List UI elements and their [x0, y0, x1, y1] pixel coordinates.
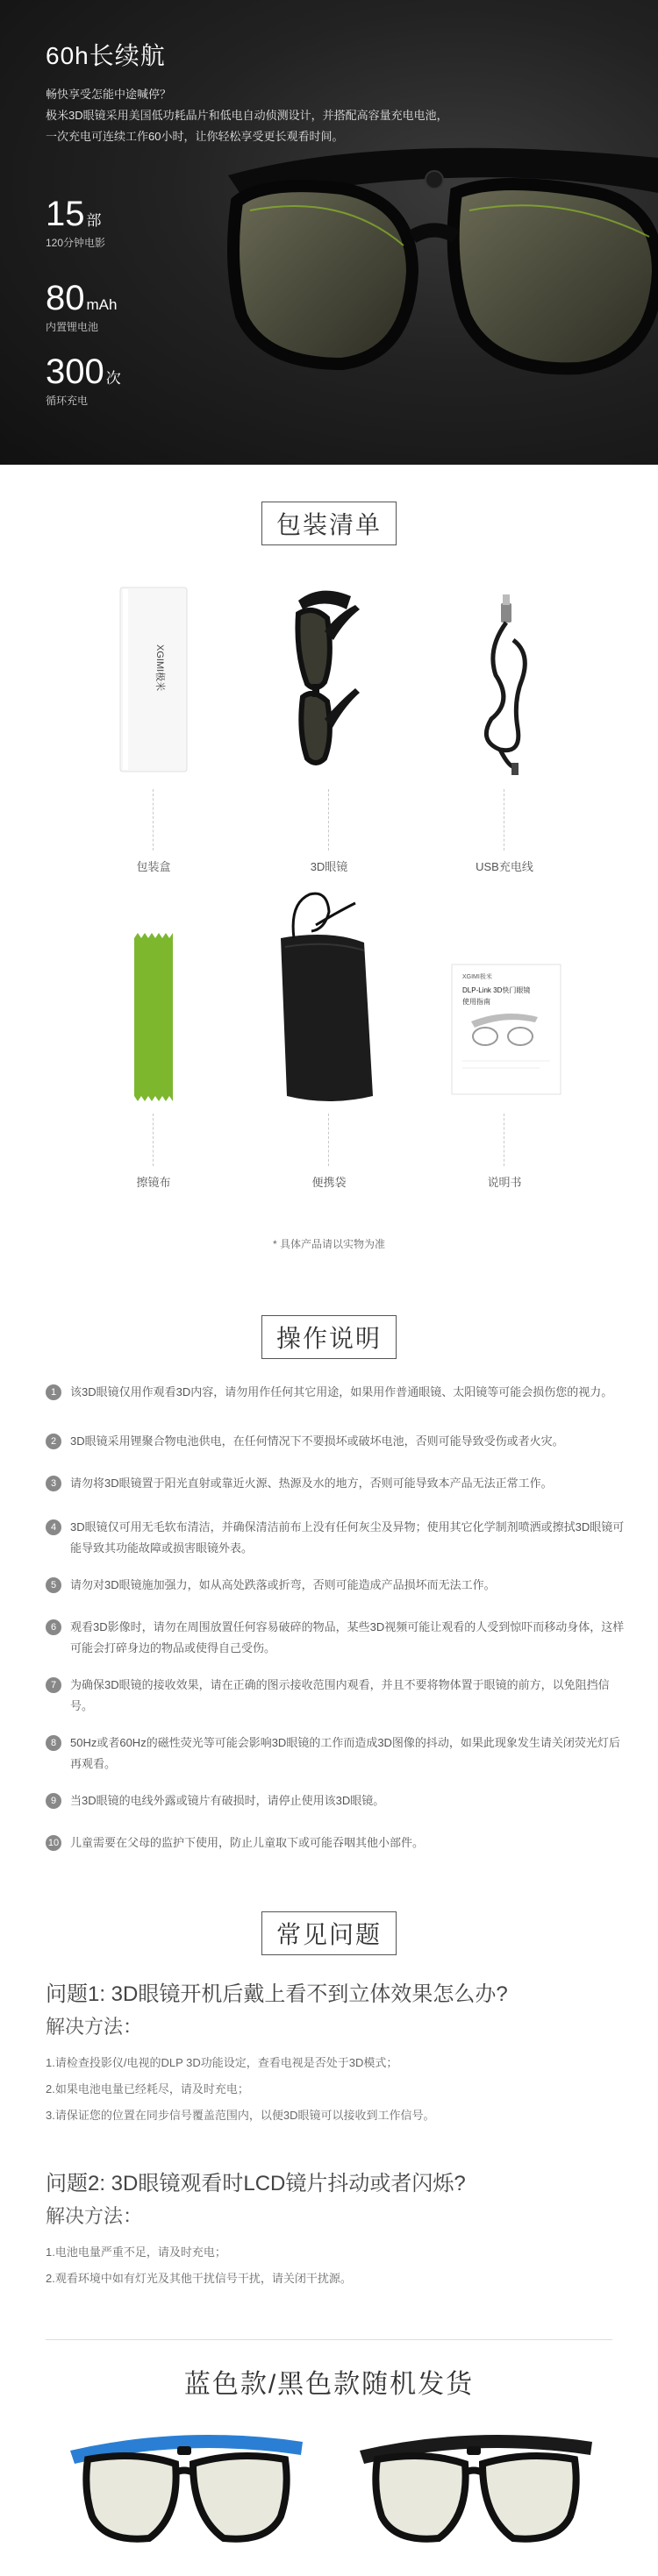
operation-text: 请勿对3D眼镜施加强力，如从高处跌落或折弯，否则可能造成产品损坏而无法工作。	[70, 1578, 496, 1591]
hero-banner	[0, 0, 658, 465]
hero-desc-line: 一次充电可连续工作60小时，让你轻松享受更长观看时间。	[46, 130, 344, 143]
package-section-title	[0, 502, 658, 545]
product-item-manual	[417, 877, 592, 1201]
stat-number: 80	[46, 279, 85, 317]
product-label: 包装盒	[136, 860, 171, 873]
manual-title-line-2: 使用指南	[462, 998, 490, 1006]
product-item-cloth	[66, 877, 241, 1201]
stat-unit: mAh	[86, 296, 118, 313]
faq-solution-heading: 解决方法：	[46, 2016, 143, 2038]
stat-unit: 部	[86, 212, 102, 229]
product-label: 3D眼镜	[310, 860, 348, 873]
faq-answer: 2.如果电池电量已经耗尽，请及时充电；	[46, 2082, 249, 2096]
dashed-divider	[153, 789, 154, 850]
product-label: 说明书	[487, 1176, 522, 1189]
hero-glasses-image	[211, 140, 658, 465]
faq-answer: 1.请检查投影仪/电视的DLP 3D功能设定，查看电视是否处于3D模式；	[46, 2056, 398, 2069]
operation-number: 6	[46, 1619, 61, 1635]
stat-movies	[46, 195, 105, 250]
stat-battery	[46, 279, 117, 334]
faq-item-1	[46, 1980, 625, 2129]
3d-glasses-icon	[241, 579, 417, 780]
operation-number: 7	[46, 1677, 61, 1693]
product-item-box	[66, 579, 241, 877]
hero-desc-line: 畅快享受怎能中途喊停？	[46, 88, 172, 101]
usb-cable-icon	[417, 579, 592, 780]
black-glasses-image	[342, 2420, 605, 2560]
operation-text: 观看3D影像时，请勿在周围放置任何容易破碎的物品，某些3D视频可能让观看的人受到惊吓而移动身体，这样可能会打碎身边的物品或使得自己受伤。	[70, 1620, 625, 1654]
box-brand-text: XGIMI极米	[154, 644, 165, 692]
operation-number: 2	[46, 1434, 61, 1449]
manual-title-line-1: DLP-Link 3D快门眼镜	[462, 986, 531, 994]
stat-caption: 内置锂电池	[46, 321, 99, 333]
operation-number: 1	[46, 1384, 61, 1400]
operation-number: 3	[46, 1476, 61, 1491]
faq-question: 问题2: 3D眼镜观看时LCD镜片抖动或者闪烁?	[46, 2172, 466, 2195]
operation-number: 4	[46, 1519, 61, 1535]
operation-text: 当3D眼镜的电线外露或镜片有破损时，请停止使用该3D眼镜。	[70, 1794, 385, 1807]
operation-item	[46, 1675, 625, 1733]
faq-title: 常见问题	[261, 1911, 397, 1955]
box-icon	[66, 579, 241, 780]
stat-caption: 120分钟电影	[46, 237, 106, 249]
manual-icon	[417, 877, 592, 1105]
stat-number: 15	[46, 195, 85, 233]
operation-item	[46, 1790, 625, 1832]
stat-cycles	[46, 352, 121, 408]
hero-title: 60h长续航	[46, 42, 166, 69]
operation-number: 8	[46, 1735, 61, 1751]
package-title: 包装清单	[261, 502, 397, 545]
stat-caption: 循环充电	[46, 395, 89, 407]
operation-text: 请勿将3D眼镜置于阳光直射或靠近火源、热源及水的地方，否则可能导致本产品无法正常工作。	[70, 1477, 553, 1490]
color-variant-title: 蓝色款/黑色款随机发货	[183, 2370, 475, 2399]
pouch-icon	[241, 877, 417, 1105]
operation-number: 10	[46, 1835, 61, 1851]
operation-item	[46, 1382, 625, 1431]
stat-unit: 次	[105, 370, 121, 387]
hero-description	[46, 84, 607, 147]
faq-solution-heading: 解决方法：	[46, 2205, 143, 2227]
operation-number: 9	[46, 1793, 61, 1809]
operation-text: 3D眼镜仅可用无毛软布清洁，并确保清洁前布上没有任何灰尘及异物；使用其它化学制剂喷洒或擦拭3D眼镜可能导致其功能故障或损害眼镜外表。	[70, 1520, 625, 1555]
operations-list	[46, 1382, 625, 1868]
product-item-usb-cable	[417, 579, 592, 877]
dashed-divider	[328, 1114, 329, 1166]
product-label: 便携袋	[311, 1176, 347, 1189]
operation-text: 为确保3D眼镜的接收效果，请在正确的图示接收范围内观看，并且不要将物体置于眼镜的前方，以免阻挡信号。	[70, 1678, 610, 1712]
faq-answer: 2.观看环境中如有灯光及其他干扰信号干扰，请关闭干扰源。	[46, 2272, 352, 2285]
product-label: USB充电线	[476, 860, 533, 873]
operations-title: 操作说明	[261, 1315, 397, 1359]
operations-section-title	[0, 1315, 658, 1359]
operation-item	[46, 1575, 625, 1617]
operation-text: 3D眼镜采用锂聚合物电池供电，在任何情况下不要损坏或破坏电池，否则可能导致受伤或者火灾。	[70, 1434, 564, 1448]
faq-item-2	[46, 2169, 625, 2292]
section-divider	[46, 2339, 612, 2340]
faq-answer: 3.请保证您的位置在同步信号覆盖范围内，以便3D眼镜可以接收到工作信号。	[46, 2109, 435, 2122]
faq-answer: 1.电池电量严重不足，请及时充电；	[46, 2245, 226, 2259]
manual-brand: XGIMI极米	[462, 974, 492, 980]
operation-text: 该3D眼镜仅用作观看3D内容，请勿用作任何其它用途，如果用作普通眼镜、太阳镜等可能会损伤您的视力。	[70, 1385, 613, 1398]
operation-number: 5	[46, 1577, 61, 1593]
hero-desc-line: 极米3D眼镜采用美国低功耗晶片和低电自动侦测设计，并搭配高容量充电电池，	[46, 109, 448, 122]
operation-item	[46, 1431, 625, 1473]
operation-item	[46, 1617, 625, 1675]
operation-item	[46, 1473, 625, 1517]
dashed-divider	[328, 789, 329, 850]
operation-item	[46, 1517, 625, 1575]
cleaning-cloth-icon	[66, 877, 241, 1105]
operation-item	[46, 1733, 625, 1790]
package-note: * 具体产品请以实物为准	[272, 1238, 385, 1250]
blue-glasses-image	[53, 2420, 316, 2560]
operation-item	[46, 1832, 625, 1868]
product-item-glasses	[241, 579, 417, 877]
operation-text: 50Hz或者60Hz的磁性荧光等可能会影响3D眼镜的工作而造成3D图像的抖动，如果此现象发生请关闭荧光灯后再观看。	[70, 1736, 620, 1770]
dashed-divider	[153, 1114, 154, 1166]
faq-question: 问题1: 3D眼镜开机后戴上看不到立体效果怎么办?	[46, 1982, 508, 2006]
operation-text: 儿童需要在父母的监护下使用，防止儿童取下或可能吞咽其他小部件。	[70, 1836, 425, 1849]
product-label: 擦镜布	[136, 1176, 171, 1189]
stat-number: 300	[46, 352, 104, 391]
faq-section-title	[0, 1911, 658, 1955]
product-item-pouch	[241, 877, 417, 1201]
